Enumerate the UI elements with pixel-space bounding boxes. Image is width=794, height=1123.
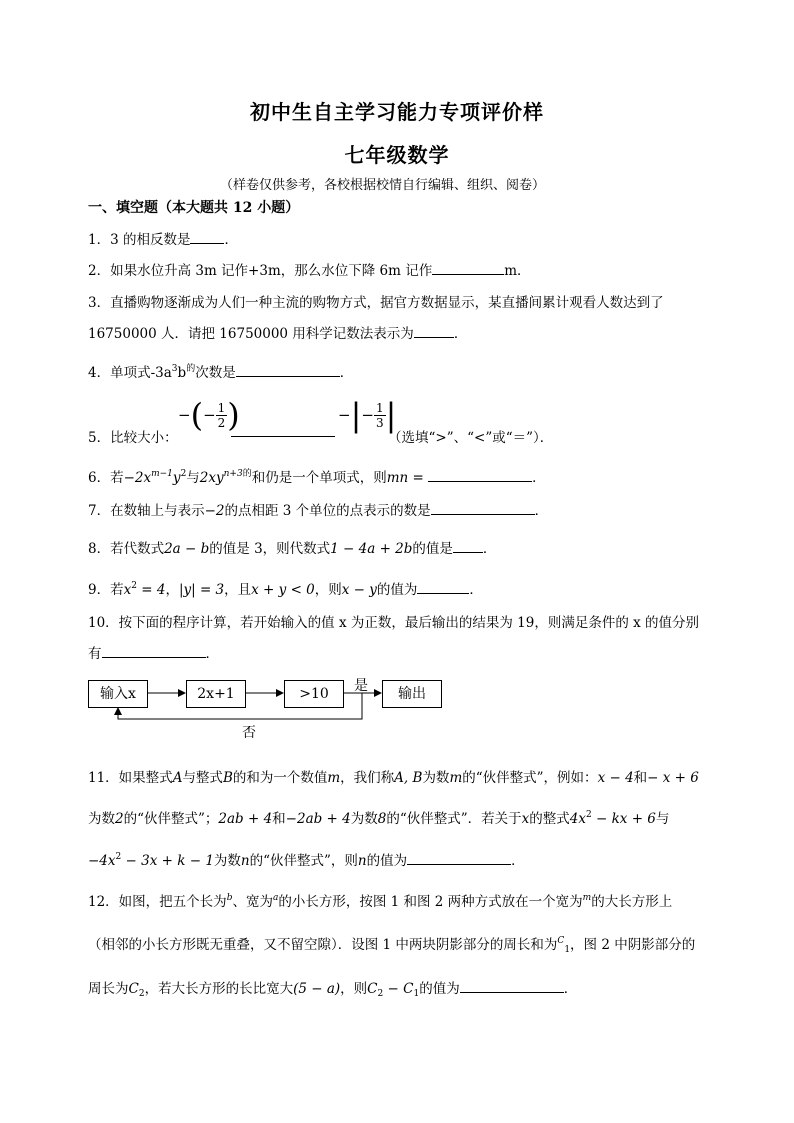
expression-neg-neg-half: −(− $\frac{1}{2}$ ) <box>178 396 240 434</box>
question-11-line2: 为数2的“伙伴整式”；2ab + 4和−2ab + 4为数8的“伙伴整式”．若关于x的整式$4x^2$ − kx + 6与 <box>88 810 670 827</box>
section-heading: 一、填空题（本大题共 12 小题） <box>88 200 300 216</box>
answer-blank <box>414 323 454 338</box>
question-9: 9．若$x^2 = 4$，|y| = 3，且x + y < 0，则x − y的值为 ． <box>88 581 483 598</box>
question-12-line3: 周长为$C_2$，若大长方形的长比宽大(5 − a)，则$C_2 - C_1$的值为 ． <box>88 977 577 997</box>
question-3-line2: 16750000 人．请把 16750000 用科学记数法表示为 ． <box>88 322 467 342</box>
question-7: 7．在数轴上与表示−2的点相距 3 个单位的点表示的数是 ． <box>88 499 548 519</box>
question-2: 2．如果水位升高 3m 记作+3m，那么水位下降 6m 记作 m． <box>88 259 531 279</box>
flow-input-box: 输入x <box>88 680 148 708</box>
question-12-line2: （相邻的小长方形既无重叠，又不留空隙）．设图 1 中两块阴影部分的周长和为$^C_1$，图 2 中阴影部分的 <box>88 936 696 955</box>
question-6: 6．若$-2x^{m-1}y^2$与$2xy^{n+3的}$和仍是一个单项式，则mn = ． <box>88 469 546 486</box>
question-12: 12．如图，把五个长为$^b$、宽为$^a$的小长方形，按图 1 和图 2 两种方式放在一个宽为$^m$的大长方形上 <box>88 893 673 910</box>
answer-blank <box>231 422 335 437</box>
answer-blank <box>102 643 206 658</box>
question-4: 4．单项式$-3a^3b^的$次数是 ． <box>88 364 354 381</box>
answer-blank <box>460 978 564 993</box>
flow-compute-box: 2x+1 <box>186 680 246 708</box>
answer-blank <box>407 850 511 865</box>
page-title: 初中生自主学习能力专项评价样 <box>250 100 544 124</box>
flow-output-box: 输出 <box>382 680 442 708</box>
flow-condition-box: >10 <box>284 680 344 708</box>
question-8: 8．若代数式2a − b的值是 3，则代数式1 − 4a + 2b的值是 ． <box>88 537 496 557</box>
exam-page: 初中生自主学习能力专项评价样 七年级数学 （样卷仅供参考，各校根据校情自行编辑、组织、阅卷） 一、填空题（本大题共 12 小题） 1．3 的相反数是 ． 2．如果水位升高 3m 记作+3m，那么水位下降 6m 记作 m． 3．直播购物逐渐成为人们一种主流的购物方式，据官方数据显示，某直播间累计观看人数达到了 16750000 人．请把 16750000 用科学记数法表示为 ． 4．单项式$-3a^3b^的$次数是 ． 5．比较大小： −(− $\frac{1}{2}$ ) −|− $\frac{1}{3}$ | （选填“>”、“<”或“＝”）． 6．若$-2x^{m-1}y^2$与$2xy^{n+3的}$和仍是一个单项式，则mn = ． 7．在数轴上与表示−2的点相距 3 个单位的点表示的数是 ． 8．若代数式2a − b的值是 3，则代数式1 − 4a + 2b的值是 ． 9．若$x^2 = 4$，|y| = 3，且x + y < 0，则x − y的值为 ． 10．按下面的程序计算，若开始输入的值 x 为正数，最后输出的结果为 19，则满足条件的 x 的值分别 有 ． 输入x 2x+1 >10 输出 是 否 11．如果整式A与整式B的和为一个数值m，我们称A, B为数m的“伙伴整式”，例如：x − 4和− x + 6 为数2的“伙伴整式”；2ab + 4和−2ab + 4为数8的“伙伴整式”．若关于x的整式$4x^2$ − kx + 6与 $-4x^2 - 3x + k - 1$为数n的“伙伴整式”，则n的值为 ． 12．如图，把五个长为$^b$、宽为$^a$的小长方形，按图 1 和图 2 两种方式放在一个宽为$^m$的大长方形上 （相邻的小长方形既无重叠，又不留空隙）．设图 1 中两块阴影部分的周长和为$^C_1$，图 2 中阴影部分的 周长为$C_2$，若大长方形的长比宽大(5 − a)，则$C_2 - C_1$的值为 ． <box>0 0 794 1123</box>
answer-blank <box>431 500 535 515</box>
answer-blank <box>236 362 340 377</box>
exam-note: （样卷仅供参考，各校根据校情自行编辑、组织、阅卷） <box>220 178 546 193</box>
question-10: 10．按下面的程序计算，若开始输入的值 x 为正数，最后输出的结果为 19，则满足条件的 x 的值分别 <box>88 615 700 631</box>
question-11: 11．如果整式A与整式B的和为一个数值m，我们称A, B为数m的“伙伴整式”，例如：x − 4和− x + 6 <box>88 770 699 786</box>
answer-blank <box>453 538 483 553</box>
expression-neg-abs-third: −|− $\frac{1}{3}$ | <box>338 396 397 434</box>
question-1: 1．3 的相反数是 ． <box>88 228 238 248</box>
answer-blank <box>417 579 469 594</box>
answer-blank <box>190 229 224 244</box>
question-11-line3: $-4x^2 - 3x + k - 1$为数n的“伙伴整式”，则n的值为 ． <box>88 852 525 869</box>
question-10-line2: 有 ． <box>88 642 219 662</box>
subject-title: 七年级数学 <box>344 143 450 167</box>
answer-blank <box>432 260 504 275</box>
flow-no-label: 否 <box>242 725 256 741</box>
flow-yes-label: 是 <box>354 678 368 694</box>
question-3: 3．直播购物逐渐成为人们一种主流的购物方式，据官方数据显示，某直播间累计观看人数达到了 <box>88 295 664 311</box>
answer-blank <box>428 467 532 482</box>
